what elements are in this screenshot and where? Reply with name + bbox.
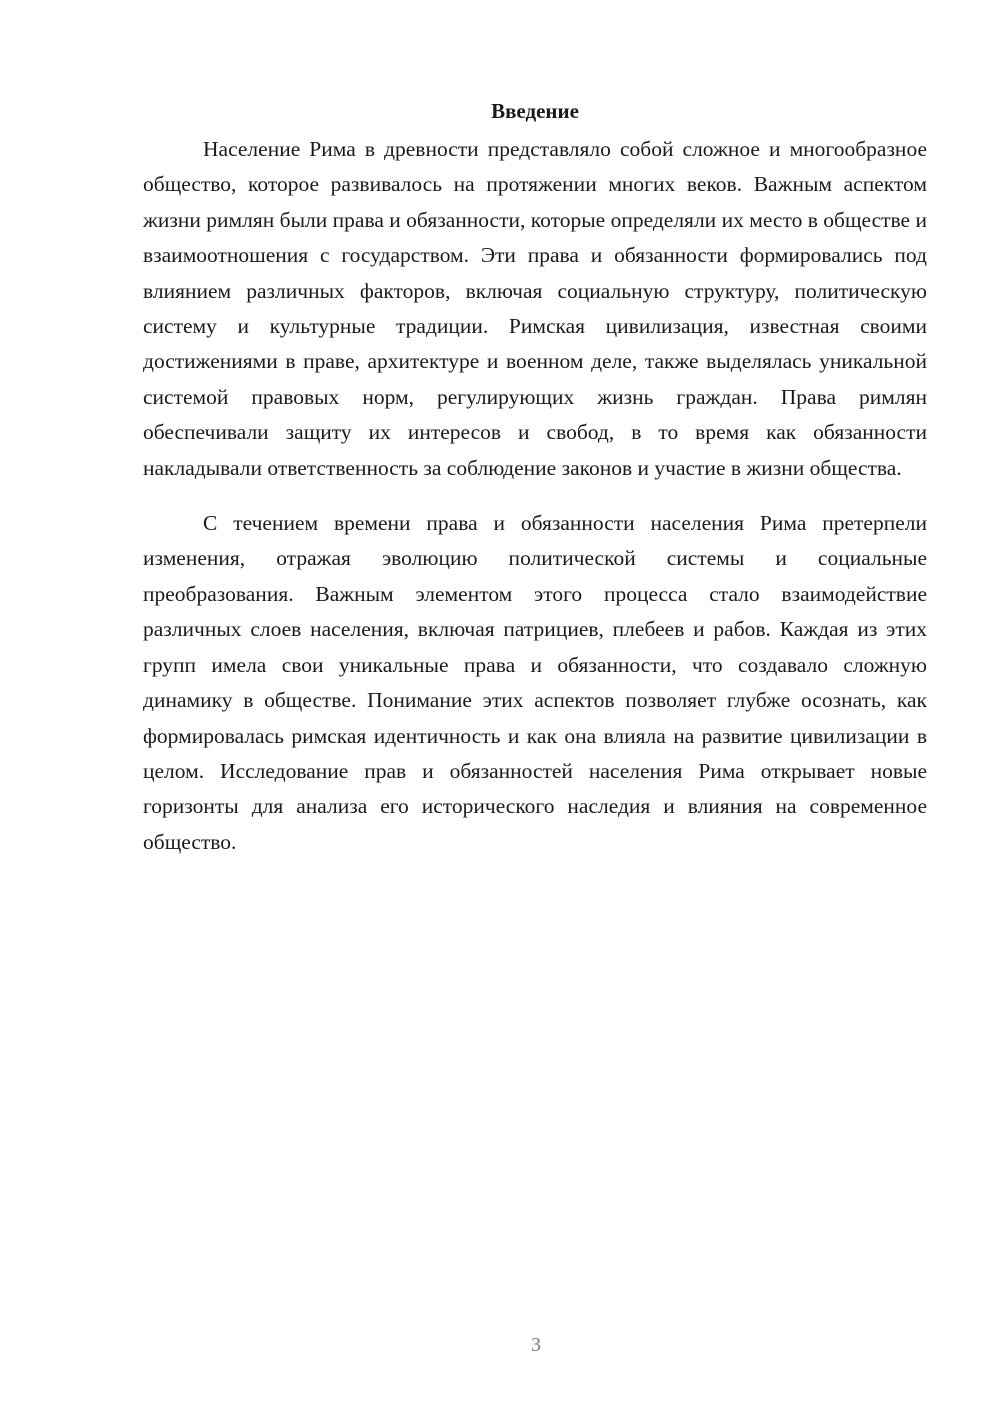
- paragraph-2: С течением времени права и обязанности населения Рима претерпели изменения, отражая эволюцию политической системы и социальные преобразования. Важным элементом этого процесса стало взаимодействие различных слоев населения, включая патрициев, плебеев и рабов. Каждая из этих групп имела свои уникальные права и обязанности, что создавало сложную динамику в обществе. Понимание этих аспектов позволяет глубже осознать, как формировалась римская идентичность и как она влияла на развитие цивилизации в целом. Исследование прав и обязанностей населения Рима открывает новые горизонты для анализа его исторического наследия и влияния на современное общество.: [143, 511, 927, 854]
- section-title: Введение: [491, 99, 579, 123]
- page-body: [143, 96, 927, 860]
- paragraph-1: Население Рима в древности представляло собой сложное и многообразное общество, которое развивалось на протяжении многих веков. Важным аспектом жизни римлян были права и обязанности, которые определяли их место в обществе и взаимоотношения с государством. Эти права и обязанности формировались под влиянием различных факторов, включая социальную структуру, политическую систему и культурные традиции. Римская цивилизация, известная своими достижениями в праве, архитектуре и военном деле, также выделялась уникальной системой правовых норм, регулирующих жизнь граждан. Права римлян обеспечивали защиту их интересов и свобод, в то время как обязанности накладывали ответственность за соблюдение законов и участие в жизни общества.: [143, 137, 927, 480]
- page-number: 3: [531, 1334, 541, 1356]
